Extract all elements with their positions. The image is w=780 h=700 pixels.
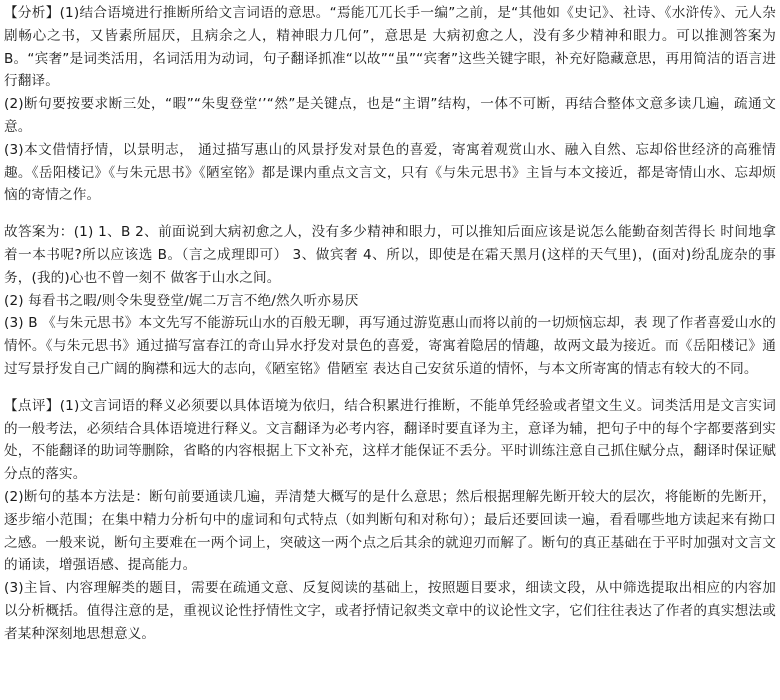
- comment-paragraph-2: (2)断句的基本方法是：断句前要通读几遍，弄清楚大概写的是什么意思；然后根据理解先断开较大的层次，将能断的先断开，逐步缩小范围；在集中精力分析句中的虚词和句式特点（如判断句和对称句）；最后还要回读一遍，看看哪些地方读起来有拗口之感。一般来说，断句主要难在一两个词上，突破这一两个点之后其余的就迎刃而解了。断句的真正基础在于平时加强对文言文的诵读，增强语感、提高能力。: [4, 488, 776, 574]
- comment-paragraph-1: 【点评】(1)文言词语的释义必须要以具体语境为依归，结合积累进行推断，不能单凭经验或者望文生义。词类活用是文言实词的一般考法，必须结合具体语境进行释义。文言翻译为必考内容，翻译时要直译为主，意译为辅，把句子中的每个字都要落到实处，不能翻译的助词等删除，省略的内容根据上下文补充，这样才能保证不丢分。平时训练注意自己抓住赋分点，翻译时保证赋分点的落实。: [4, 397, 776, 483]
- answer-paragraph-3: (3) B 《与朱元思书》本文先写不能游玩山水的百般无聊，再写通过游览惠山而将以前的一切烦恼忘却，表 现了作者喜爱山水的情怀。《与朱元思书》通过描写富春江的奇山异水抒发对景色的喜爱，寄寓着隐居的情趣，故两文最为接近。而《岳阳楼记》通过写景抒发自己广阔的胸襟和远大的志向，《陋室铭》借陋室 表达自己安贫乐道的情怀，与本文所寄寓的情志有较大的不同。: [4, 315, 776, 377]
- answer-paragraph-2: (2) 每看书之暇/则令朱叟登堂/娓二万言不绝/然久听亦易厌: [4, 292, 359, 309]
- comment-section: [4, 395, 776, 646]
- analysis-paragraph-2: (2)断句要按要求断三处，“暇”“朱叟登堂‘’“然”是关键点，也是“主谓”结构，一体不可断，再结合整体文意多读几遍，疏通文意。: [4, 96, 776, 135]
- comment-paragraph-3: (3)主旨、内容理解类的题目，需要在疏通文意、反复阅读的基础上，按照题目要求，细读文段，从中筛选提取出相应的内容加以分析概括。值得注意的是，重视议论性抒情性文字，或者抒情记叙类文章中的议论性文字，它们往往表达了作者的真实想法或者某种深刻地思想意义。: [4, 580, 776, 642]
- analysis-paragraph-1: 【分析】(1)结合语境进行推断所给文言词语的意思。“焉能兀兀长手一编”之前，是“其他如《史记》、社诗、《水浒传》、元人杂剧畅心之书，又皆素所屈厌，且病余之人，精神眼力几何”，意思是 大病初愈之人，没有多少精神和眼力。可以推测答案为B。“宾奢”是词类活用，名词活用为动词，句子翻译抓准“以故”“虽”“宾奢”这些关键字眼，补充好隐藏意思，再用简洁的语言进行翻译。: [4, 5, 776, 90]
- section-spacer: [4, 381, 776, 395]
- analysis-section: [4, 2, 776, 207]
- answer-paragraph-1: 故答案为：(1) 1、B 2、前面说到大病初愈之人，没有多少精神和眼力，可以推知后面应该是说怎么能勤奋刻苦得长 时间地拿着一本书呢?所以应该选 B。（言之成理即可） 3、做宾奢 4、所以，即使是在霜天黑月(这样的天气里)，(面对)纷乱庞杂的事务，(我的)心也不曾一刻不 做客于山水之间。: [4, 224, 776, 286]
- section-spacer: [4, 207, 776, 221]
- analysis-paragraph-3: (3)本文借情抒情，以景明志， 通过描写惠山的风景抒发对景色的喜爱，寄寓着观赏山水、融入自然、忘却俗世经济的高雅情趣。《岳阳楼记》《与朱元思书》《陋室铭》都是课内重点文言文，只有《与朱元思书》主旨与本文接近，都是寄情山水、忘却烦恼的寄情之作。: [4, 141, 776, 204]
- answer-section: [4, 221, 776, 381]
